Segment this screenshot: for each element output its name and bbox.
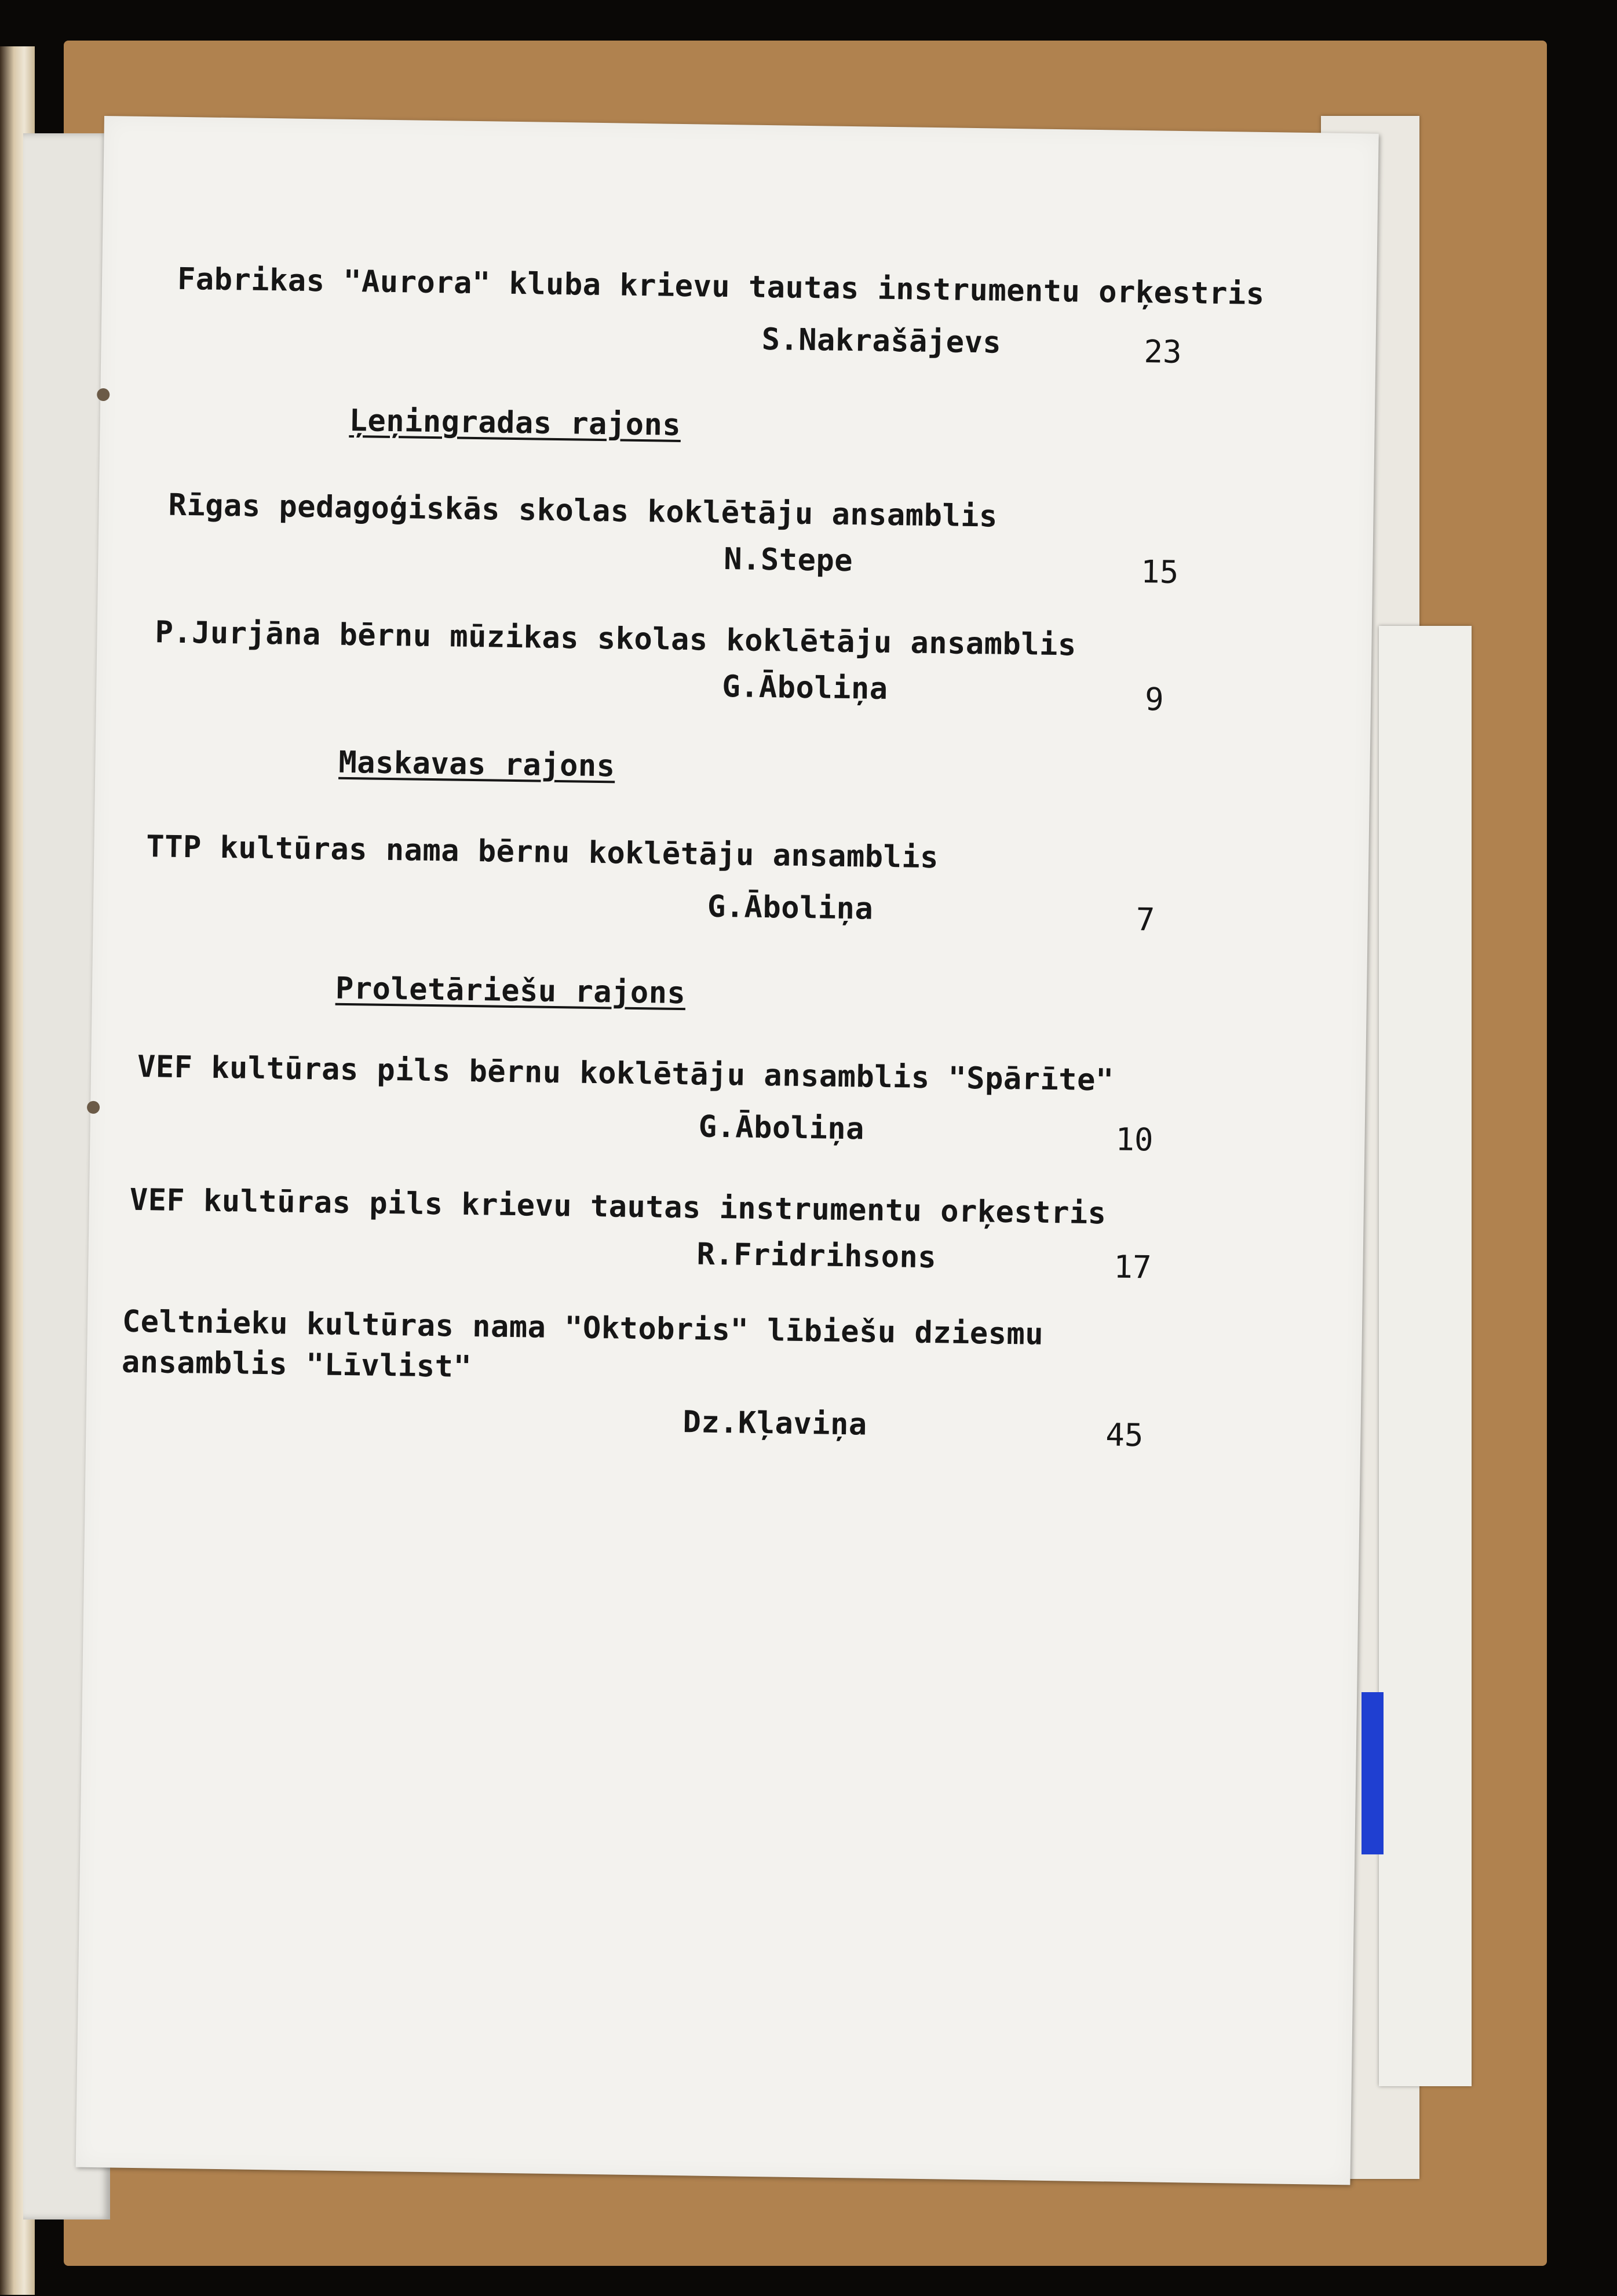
entry-leader: G.Āboliņa xyxy=(698,1109,865,1147)
entry-number: 45 xyxy=(1105,1416,1144,1454)
entry-number: 23 xyxy=(1144,333,1182,370)
underlying-sheet xyxy=(1379,626,1472,2086)
entry-number: 17 xyxy=(1114,1248,1152,1286)
punch-hole xyxy=(87,1101,100,1114)
entry-number: 9 xyxy=(1144,681,1165,718)
entry-number: 10 xyxy=(1115,1121,1154,1158)
entry-number: 15 xyxy=(1140,553,1179,591)
section-heading: Ļeņingradas rajons xyxy=(349,403,681,443)
entry-title: P.Jurjāna bērnu mūzikas skolas koklētāju ansamblis xyxy=(155,615,1077,663)
entry-number: 7 xyxy=(1136,901,1155,938)
section-heading: Proletāriešu rajons xyxy=(335,971,686,1011)
punch-hole xyxy=(97,388,109,401)
entry-title-line1: Celtnieku kultūras nama "Oktobris" lībiešu dziesmu xyxy=(122,1304,1044,1352)
entry-leader: G.Āboliņa xyxy=(707,889,874,927)
entry-leader: R.Fridrihsons xyxy=(696,1237,937,1275)
entry-title: Rīgas pedagoģiskās skolas koklētāju ansamblis xyxy=(168,487,998,534)
entry-title: VEF kultūras pils krievu tautas instrumentu orķestris xyxy=(129,1182,1107,1231)
entry-leader: S.Nakrašājevs xyxy=(761,322,1002,360)
entry-leader: G.Āboliņa xyxy=(721,669,889,706)
entry-title: TTP kultūras nama bērnu koklētāju ansamblis xyxy=(145,829,939,876)
entry-title-line2: ansamblis "Līvlist" xyxy=(121,1344,472,1385)
entry-title: VEF kultūras pils bērnu koklētāju ansamblis "Spārīte" xyxy=(137,1049,1115,1098)
entry-leader: N.Stepe xyxy=(724,542,853,579)
typed-page xyxy=(76,116,1379,2185)
entry-leader: Dz.Kļaviņa xyxy=(682,1405,868,1442)
entry-title: Fabrikas "Aurora" kluba krievu tautas instrumentu orķestris xyxy=(177,261,1265,312)
section-heading: Maskavas rajons xyxy=(338,745,615,784)
blue-index-tab xyxy=(1362,1692,1384,1854)
